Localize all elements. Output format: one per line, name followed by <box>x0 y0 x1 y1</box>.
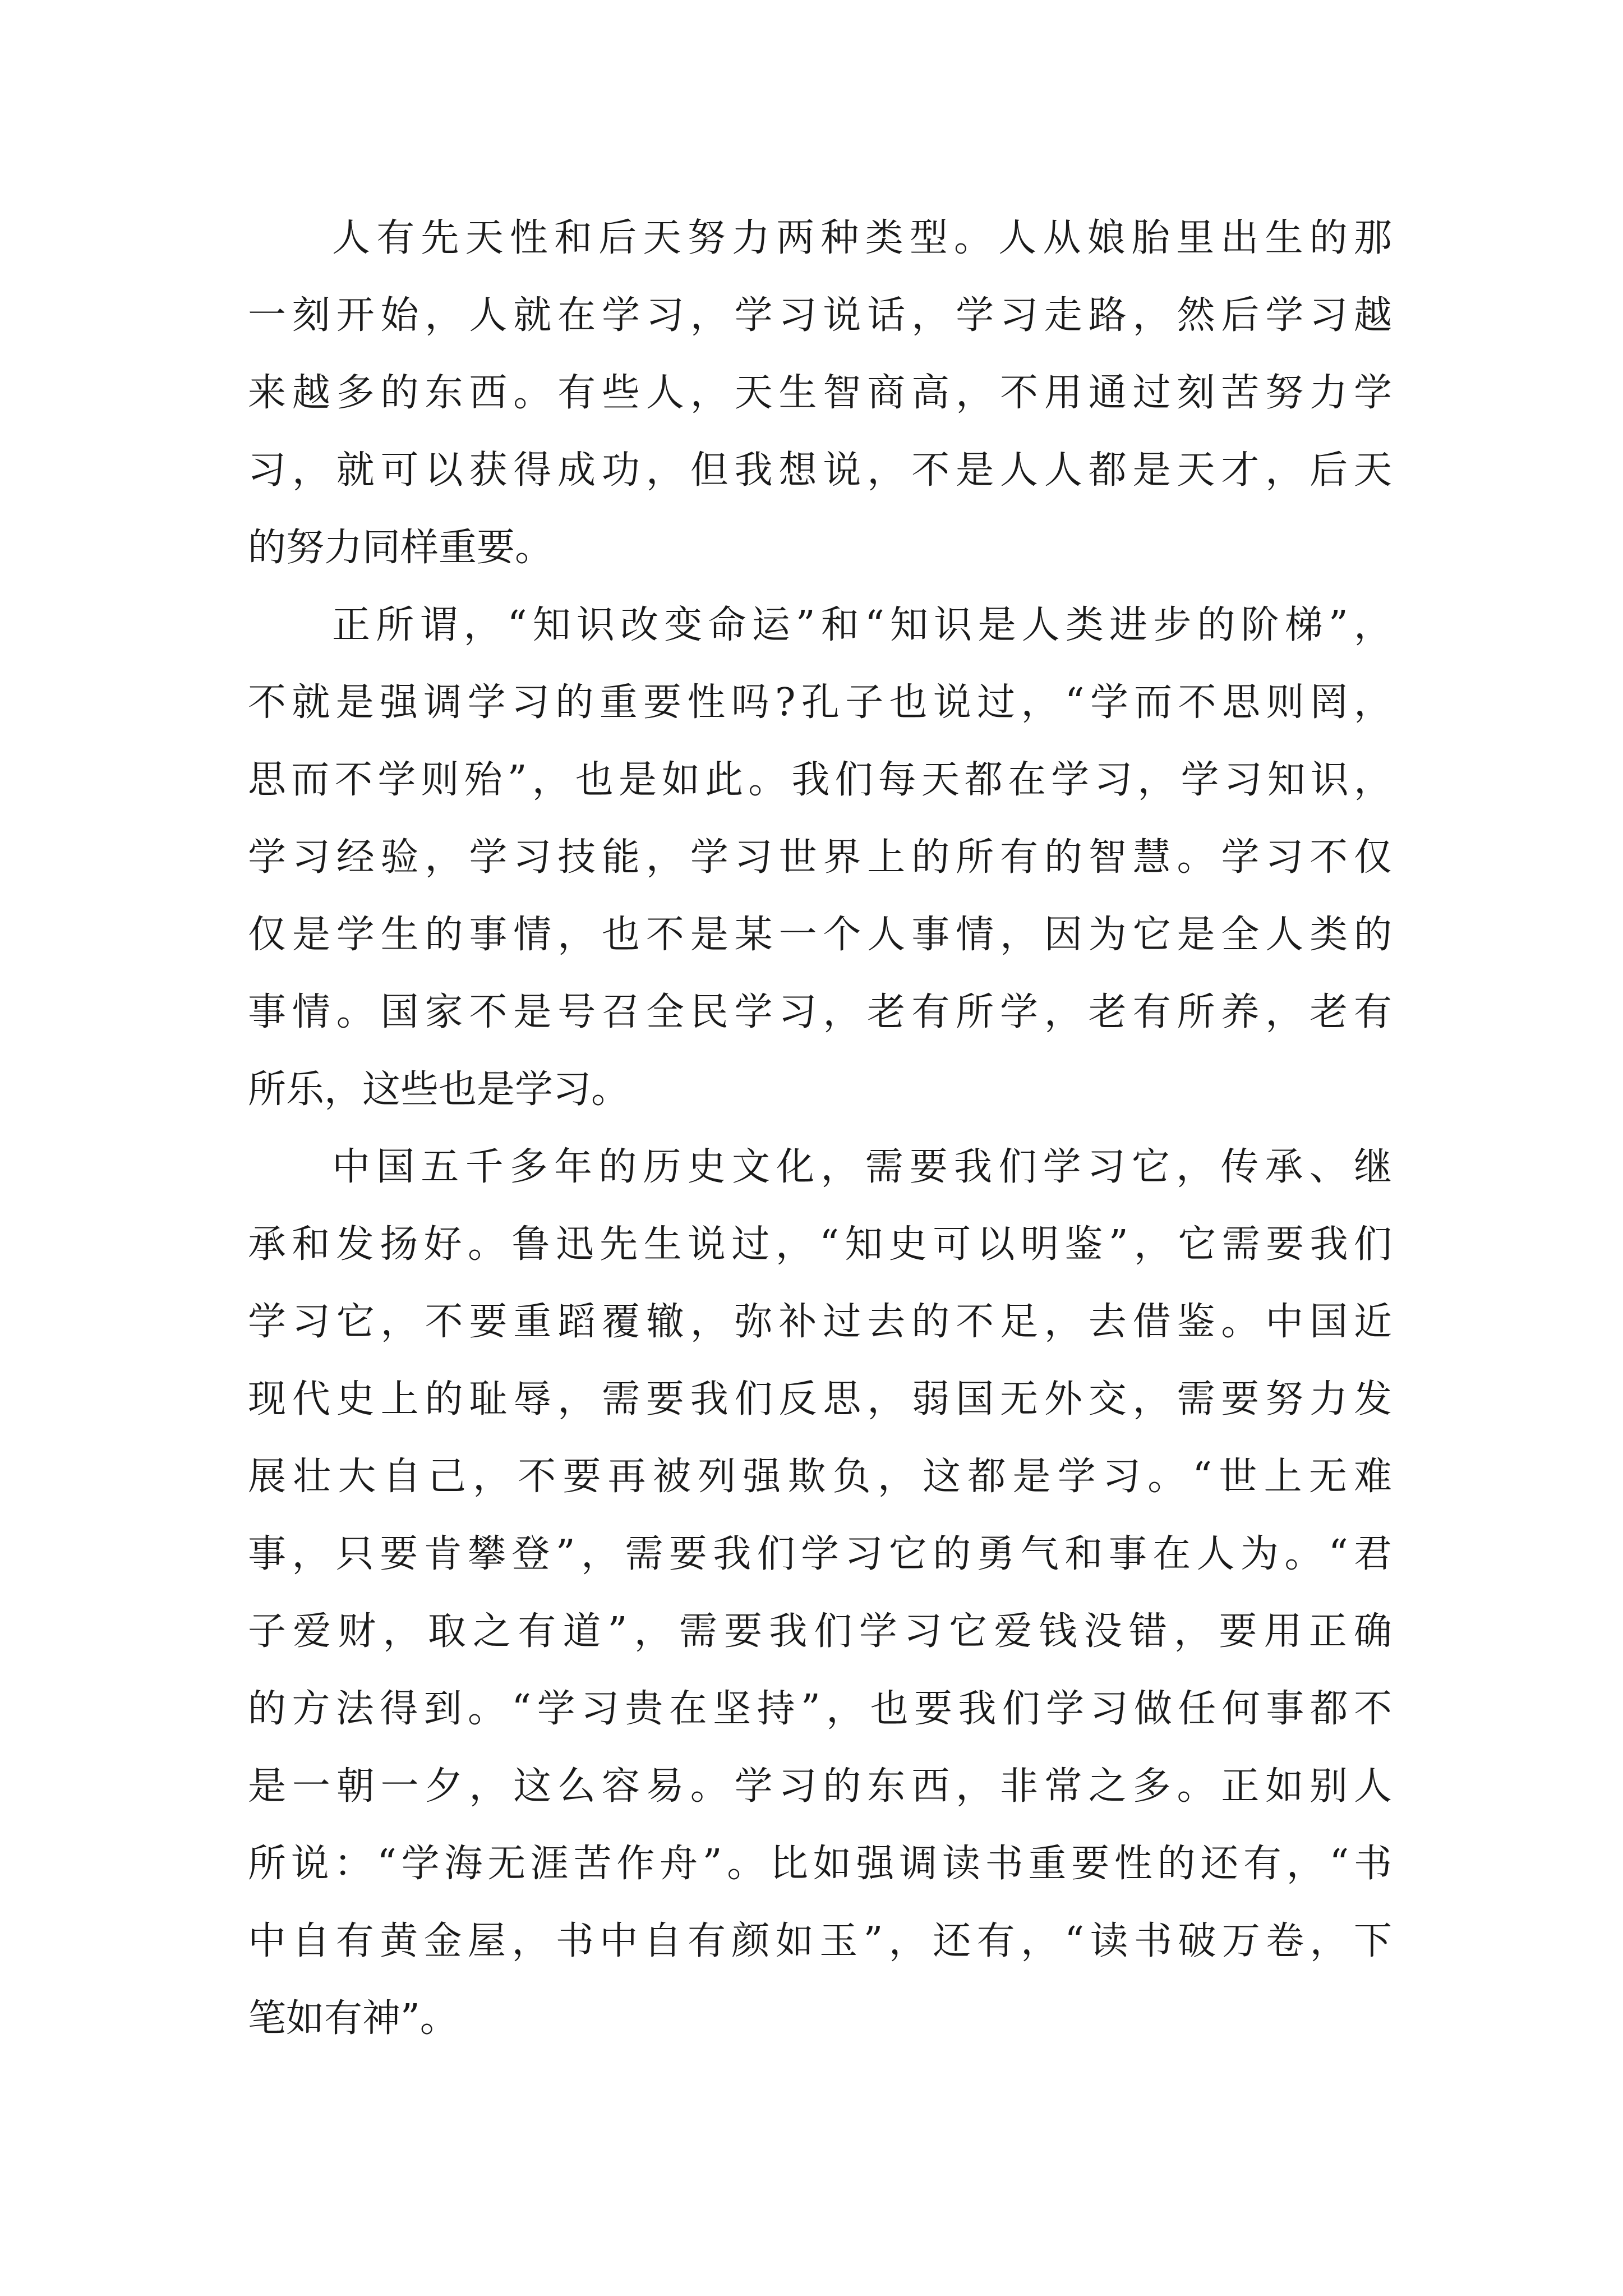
paragraph-line: 来越多的东西。有些人，天生智商高，不用通过刻苦努力学 <box>248 371 1392 415</box>
paragraph-line: 所说：“学海无涯苦作舟”。比如强调读书重要性的还有，“书 <box>248 1842 1392 1886</box>
paragraph-line: 习，就可以获得成功，但我想说，不是人人都是天才，后天 <box>248 448 1392 493</box>
paragraph-line: 不就是强调学习的重要性吗?孔子也说过，“学而不思则罔， <box>248 680 1392 725</box>
paragraph-line: 笔如有神”。 <box>248 1996 458 2041</box>
paragraph-line: 的方法得到。“学习贵在坚持”，也要我们学习做任何事都不 <box>248 1687 1392 1731</box>
paragraph-line: 所乐，这些也是学习。 <box>248 1068 630 1112</box>
paragraph-line: 事，只要肯攀登”，需要我们学习它的勇气和事在人为。“君 <box>248 1532 1392 1576</box>
paragraph-line: 中国五千多年的历史文化，需要我们学习它，传承、继 <box>332 1145 1392 1189</box>
paragraph-line: 事情。国家不是号召全民学习，老有所学，老有所养，老有 <box>248 990 1392 1034</box>
paragraph-line: 学习它，不要重蹈覆辙，弥补过去的不足，去借鉴。中国近 <box>248 1300 1392 1344</box>
paragraph-line: 中自有黄金屋，书中自有颜如玉”，还有，“读书破万卷，下 <box>248 1919 1392 1963</box>
paragraph-line: 仅是学生的事情，也不是某一个人事情，因为它是全人类的 <box>248 913 1392 957</box>
paragraph-2 <box>248 587 1392 1129</box>
paragraph-line: 学习经验，学习技能，学习世界上的所有的智慧。学习不仅 <box>248 835 1392 880</box>
paragraph-line: 人有先天性和后天努力两种类型。人从娘胎里出生的那 <box>332 216 1392 260</box>
paragraph-line: 承和发扬好。鲁迅先生说过，“知史可以明鉴”，它需要我们 <box>248 1222 1392 1267</box>
paragraph-line: 的努力同样重要。 <box>248 526 554 570</box>
document-body <box>248 200 1392 2058</box>
paragraph-line: 子爱财，取之有道”，需要我们学习它爱钱没错，要用正确 <box>248 1609 1392 1654</box>
paragraph-3 <box>248 1129 1392 2058</box>
paragraph-line: 正所谓，“知识改变命运”和“知识是人类进步的阶梯”， <box>332 603 1392 647</box>
paragraph-line: 思而不学则殆”，也是如此。我们每天都在学习，学习知识， <box>248 758 1392 802</box>
paragraph-line: 一刻开始，人就在学习，学习说话，学习走路，然后学习越 <box>248 293 1392 338</box>
paragraph-line: 展壮大自己，不要再被列强欺负，这都是学习。“世上无难 <box>248 1455 1392 1499</box>
paragraph-1 <box>248 200 1392 587</box>
paragraph-line: 现代史上的耻辱，需要我们反思，弱国无外交，需要努力发 <box>248 1377 1392 1421</box>
paragraph-line: 是一朝一夕，这么容易。学习的东西，非常之多。正如别人 <box>248 1764 1392 1809</box>
